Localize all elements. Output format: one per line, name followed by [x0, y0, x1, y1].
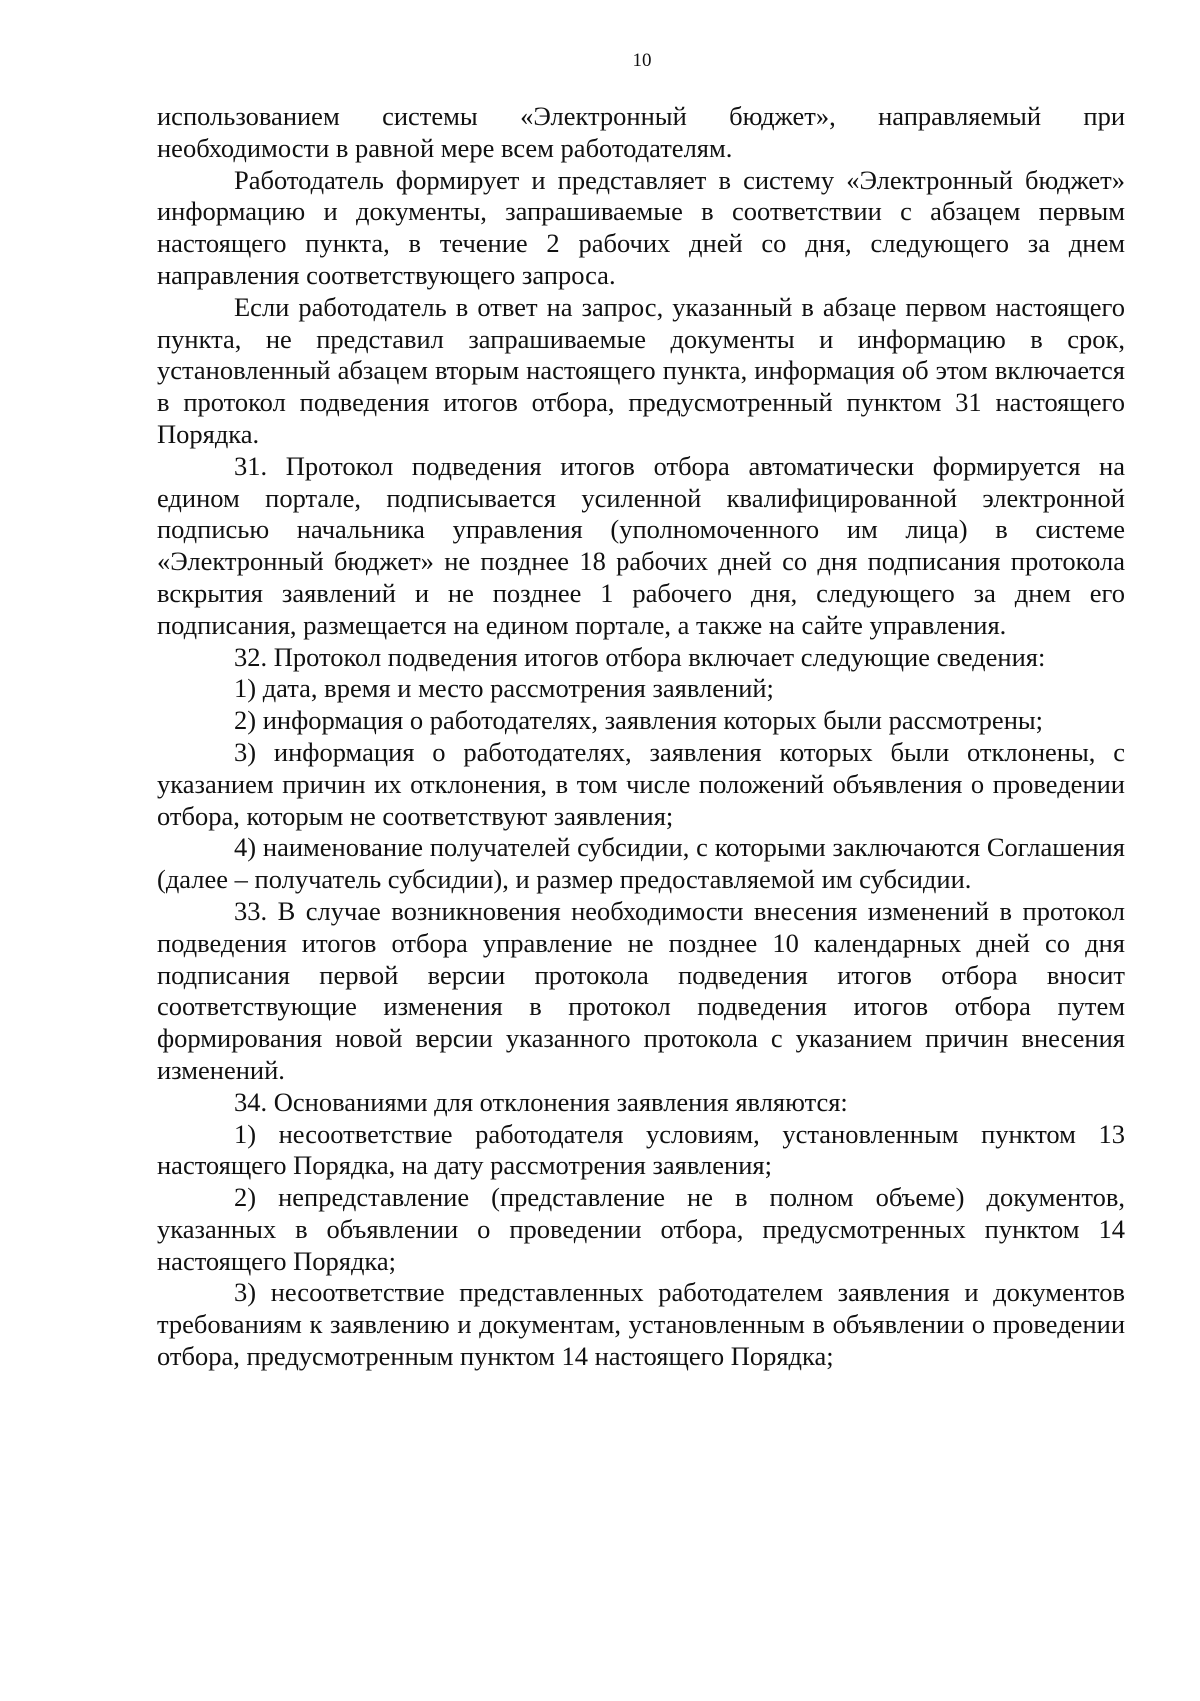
- paragraph-clause-31: 31. Протокол подведения итогов отбора автоматически формируется на едином портале, подписывается усиленной квалифицированной электронной подписью начальника управления (уполномоченного им лица) в системе «Электронный бюджет» не позднее 18 рабочих дней со дня подписания протокола вскрытия заявлений и не позднее 1 рабочего дня, следующего за днем его подписания, размещается на едином портале, а также на сайте управления.: [157, 450, 1125, 640]
- document-body: [157, 101, 1125, 1373]
- paragraph-if-not-submitted: Если работодатель в ответ на запрос, указанный в абзаце первом настоящего пункта, не представил запрашиваемые документы и информацию в срок, установленный абзацем вторым настоящего пункта, информация об этом включается в протокол подведения итогов отбора, предусмотренный пунктом 31 настоящего Порядка.: [157, 291, 1125, 449]
- paragraph-clause-33: 33. В случае возникновения необходимости внесения изменений в протокол подведения итогов отбора управление не позднее 10 календарных дней со дня подписания первой версии протокола подведения итогов отбора вносит соответствующие изменения в протокол подведения итогов отбора путем формирования новой версии указанного протокола с указанием причин внесения изменений.: [157, 895, 1125, 1085]
- page-number: 10: [632, 50, 652, 71]
- paragraph-clause-32: 32. Протокол подведения итогов отбора включает следующие сведения:: [234, 641, 1046, 672]
- paragraph-employer-submits: Работодатель формирует и представляет в систему «Электронный бюджет» информацию и документы, запрашиваемые в соответствии с абзацем первым настоящего пункта, в течение 2 рабочих дней со дня, следующего за днем направления соответствующего запроса.: [157, 164, 1125, 290]
- list-item-32-1: 1) дата, время и место рассмотрения заявлений;: [234, 673, 774, 704]
- paragraph-continuation: использованием системы «Электронный бюджет», направляемый при необходимости в равной мере всем работодателям.: [157, 101, 1125, 163]
- list-item-34-2: 2) непредставление (представление не в полном объеме) документов, указанных в объявлении о проведении отбора, предусмотренных пунктом 14 настоящего Порядка;: [157, 1182, 1125, 1276]
- list-item-34-1: 1) несоответствие работодателя условиям, установленным пунктом 13 настоящего Порядка, на дату рассмотрения заявления;: [157, 1118, 1125, 1181]
- list-item-32-4: 4) наименование получателей субсидии, с которыми заключаются Соглашения (далее – получатель субсидии), и размер предоставляемой им субсидии.: [157, 832, 1125, 895]
- list-item-34-3: 3) несоответствие представленных работодателем заявления и документов требованиям к заявлению и документам, установленным в объявлении о проведении отбора, предусмотренным пунктом 14 настоящего Порядка;: [157, 1277, 1125, 1372]
- list-item-32-3: 3) информация о работодателях, заявления которых были отклонены, с указанием причин их отклонения, в том числе положений объявления о проведении отбора, которым не соответствуют заявления;: [157, 736, 1125, 831]
- list-item-32-2: 2) информация о работодателях, заявления которых были рассмотрены;: [234, 705, 1044, 736]
- paragraph-clause-34: 34. Основаниями для отклонения заявления являются:: [234, 1086, 848, 1117]
